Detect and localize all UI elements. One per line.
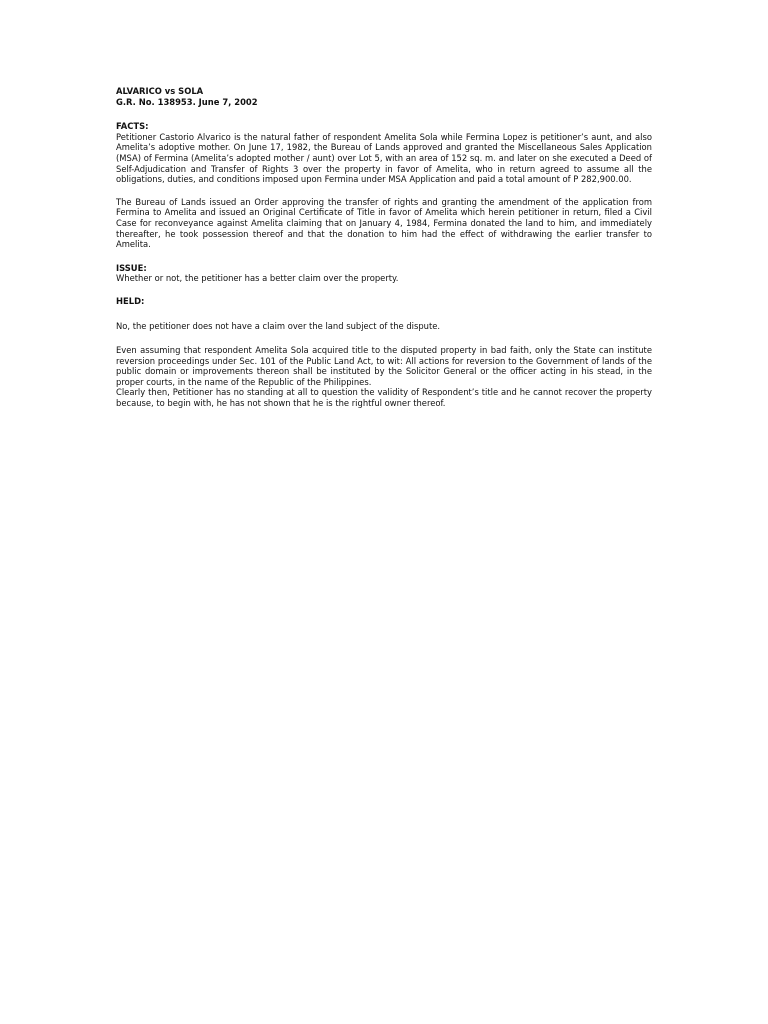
case-title: ALVARICO vs SOLA: [116, 86, 204, 96]
document-page: [116, 86, 652, 409]
facts-paragraph-1: Petitioner Castorio Alvarico is the natural father of respondent Amelita Sola while Fermina Lopez is petitioner’s aunt, and also Amelita’s adoptive mother. On June 17, 1982, the Bureau of Lands approved and granted the Miscellaneous Sales Application (MSA) of Fermina (Amelita’s adopted mother / aunt) over Lot 5, with an area of 152 sq. m. and later on she executed a Deed of Self-Adjudication and Transfer of Rights 3 over the property in favor of Amelita, who in return agreed to assume all the obligations, duties, and conditions imposed upon Fermina under MSA Application and paid a total amount of P 282,900.00.: [116, 131, 652, 185]
held-paragraph-3: Clearly then, Petitioner has no standing at all to question the validity of Respondent’s title and he cannot recover the property because, to begin with, he has not shown that he is the rightful owner thereof.: [116, 387, 652, 409]
held-paragraph-1: No, the petitioner does not have a claim over the land subject of the dispute.: [116, 320, 441, 331]
held-paragraph-2: Even assuming that respondent Amelita Sola acquired title to the disputed property in bad faith, only the State can institute reversion proceedings under Sec. 101 of the Public Land Act, to wit: All actions for reversion to the Government of lands of the public domain or improvements thereon shall be instituted by the Solicitor General or the officer acting in his stead, in the proper courts, in the name of the Republic of the Philippines.: [116, 345, 652, 387]
case-citation: G.R. No. 138953. June 7, 2002: [116, 96, 258, 107]
facts-paragraph-2: The Bureau of Lands issued an Order approving the transfer of rights and granting the amendment of the application from Fermina to Amelita and issued an Original Certificate of Title in favor of Amelita which herein petitioner in return, filed a Civil Case for reconveyance against Amelita claiming that on January 4, 1984, Fermina donated the land to him, and immediately thereafter, he took possession thereof and that the donation to him had the effect of withdrawing the earlier transfer to Amelita.: [116, 196, 652, 250]
issue-heading: ISSUE:: [116, 262, 147, 273]
held-heading: HELD:: [116, 295, 145, 306]
issue-paragraph: Whether or not, the petitioner has a better claim over the property.: [116, 273, 399, 284]
facts-heading: FACTS:: [116, 121, 149, 132]
